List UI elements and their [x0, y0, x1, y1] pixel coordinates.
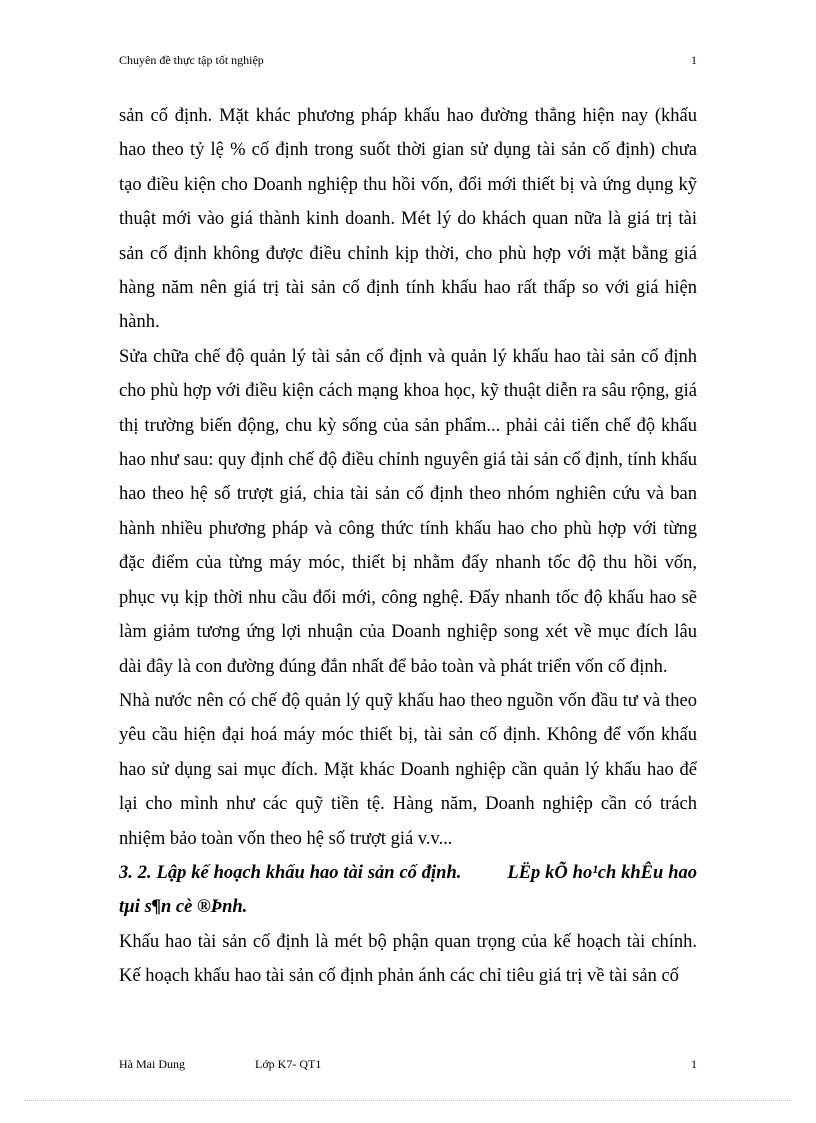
footer-class: Lớp K7- QT1	[255, 1057, 322, 1071]
header-page-number: 1	[691, 53, 697, 67]
paragraph-4: Khấu hao tài sản cố định là mét bộ phận quan trọng của kế hoạch tài chính. Kế hoạch khấu hao tài sản cố định phản ánh các chỉ tiêu giá trị về tài sản cố	[119, 931, 697, 987]
paragraph-2: Sửa chữa chế độ quản lý tài sản cố định và quản lý khấu hao tài sản cố định cho phù hợp với điều kiện cách mạng khoa học, kỹ thuật diễn ra sâu rộng, giá thị trường biến động, chu kỳ sống của sản phẩm... phải cải tiến chế độ khấu hao như sau: quy định chế độ điều chỉnh nguyên giá tài sản cố định, tính khấu hao theo hệ số trượt giá, chia tài sản cố định theo nhóm nghiên cứu và ban hành nhiều phương pháp và công thức tính khấu hao cho phù hợp với từng đặc điểm của từng máy móc, thiết bị nhằm đẩy nhanh tốc độ thu hồi vốn, phục vụ kịp thời nhu cầu đổi mới, công nghệ. Đẩy nhanh tốc độ khấu hao sẽ làm giảm tương ứng lợi nhuận của Doanh nghiệp song xét về mục đích lâu dài đây là con đường đúng đắn nhất để bảo toàn và phát triển vốn cố định.	[119, 346, 697, 677]
section-heading	[119, 856, 697, 925]
document-body	[119, 99, 697, 994]
section-heading-garbled-text: LËp kÕ ho¹ch khÊu hao tµi s¶n cè ®Þnh.	[119, 862, 697, 918]
section-heading-text: 3. 2. Lập kế hoạch khấu hao tài sản cố định.	[119, 862, 462, 883]
page-header	[119, 53, 697, 71]
paragraph-1: sản cố định. Mặt khác phương pháp khấu hao đường thẳng hiện nay (khấu hao theo tỷ lệ % cố định trong suốt thời gian sử dụng tài sản cố định) chưa tạo điều kiện cho Doanh nghiệp thu hồi vốn, đổi mới thiết bị và ứng dụng kỹ thuật mới vào giá thành kinh doanh. Mét lý do khách quan nữa là giá trị tài sản cố định không được điều chỉnh kịp thời, cho phù hợp với mặt bằng giá hàng năm nên giá trị tài sản cố định tính khấu hao rất thấp so với giá hiện hành.	[119, 106, 697, 333]
header-title: Chuyên đề thực tập tốt nghiệp	[119, 53, 264, 67]
paragraph-3: Nhà nước nên có chế độ quản lý quỹ khấu hao theo nguồn vốn đầu tư và theo yêu cầu hiện đại hoá máy móc thiết bị, tài sản cố định. Không để vốn khấu hao sử dụng sai mục đích. Mặt khác Doanh nghiệp cần quản lý khấu hao để lại cho mình như các quỹ tiền tệ. Hàng năm, Doanh nghiệp cần có trách nhiệm bảo toàn vốn theo hệ số trượt giá v.v...	[119, 690, 697, 849]
footer-author: Hà Mai Dung	[119, 1057, 185, 1071]
footer-page-number: 1	[691, 1057, 697, 1071]
page-bottom-divider	[24, 1100, 792, 1101]
